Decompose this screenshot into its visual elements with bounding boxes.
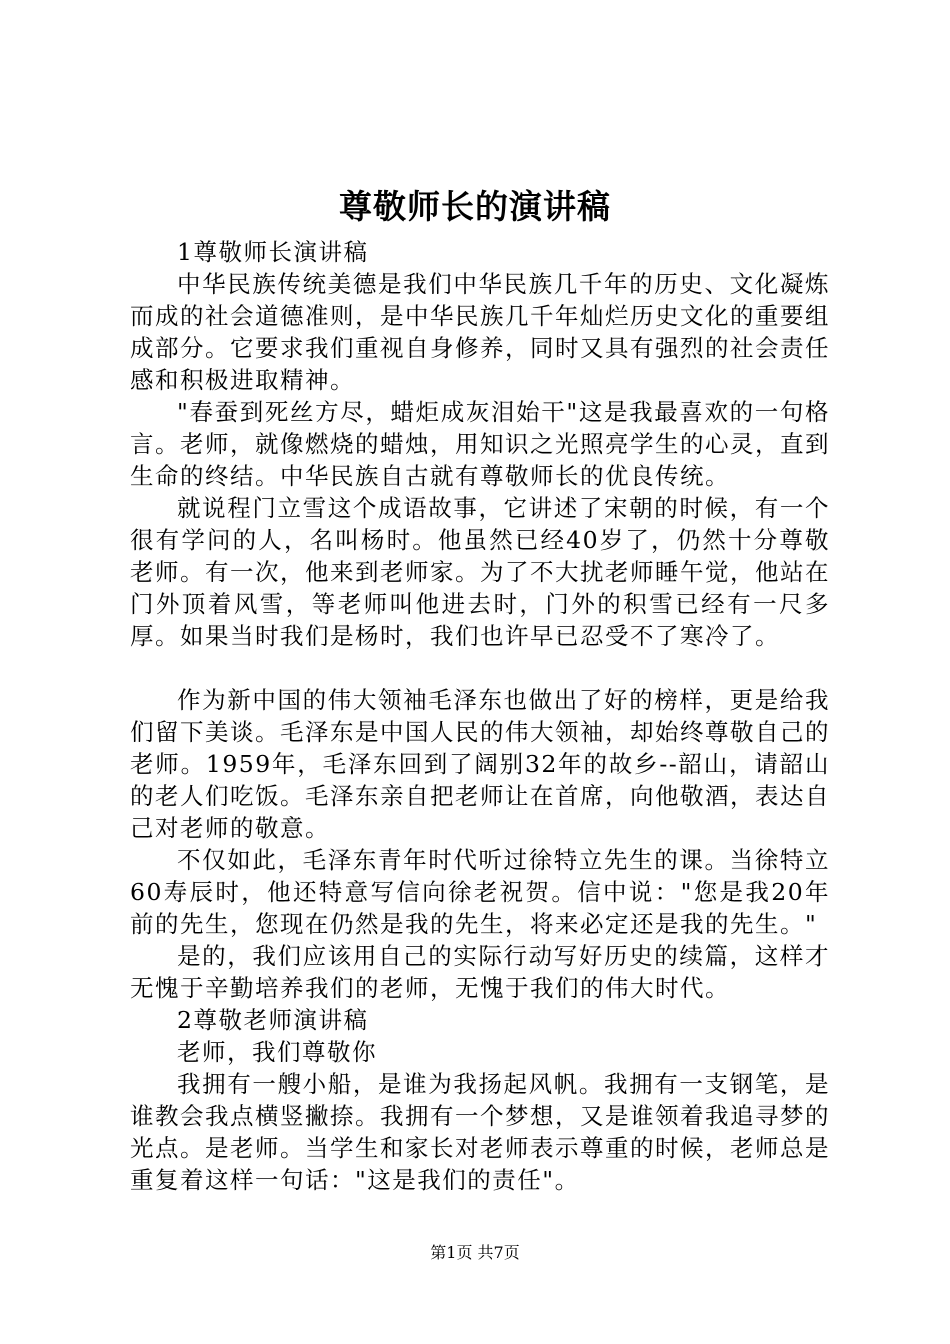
paragraph: 不仅如此，毛泽东青年时代听过徐特立先生的课。当徐特立60寿辰时，他还特意写信向徐老祝贺。信中说："您是我20年前的先生，您现在仍然是我的先生，将来必定还是我的先生。"	[130, 846, 830, 938]
paragraph: 我拥有一艘小船，是谁为我扬起风帆。我拥有一支钢笔，是谁教会我点横竖撇捺。我拥有一个梦想，又是谁领着我追寻梦的光点。是老师。当学生和家长对老师表示尊重的时候，老师总是重复着这样一句话："这是我们的责任"。	[130, 1070, 830, 1194]
paragraph: 就说程门立雪这个成语故事，它讲述了宋朝的时候，有一个很有学问的人，名叫杨时。他虽然已经40岁了，仍然十分尊敬老师。有一次，他来到老师家。为了不大扰老师睡午觉，他站在门外顶着风雪，等老师叫他进去时，门外的积雪已经有一尺多厚。如果当时我们是杨时，我们也许早已忍受不了寒冷了。	[130, 494, 830, 650]
subheading: 老师，我们尊敬你	[177, 1038, 377, 1066]
paragraph: 中华民族传统美德是我们中华民族几千年的历史、文化凝炼而成的社会道德准则，是中华民族几千年灿烂历史文化的重要组成部分。它要求我们重视自身修养，同时又具有强烈的社会责任感和积极进取精神。	[130, 270, 830, 394]
page-number: 第1页 共7页	[430, 1243, 520, 1262]
paragraph: 是的，我们应该用自己的实际行动写好历史的续篇，这样才无愧于辛勤培养我们的老师，无愧于我们的伟大时代。	[130, 942, 830, 1002]
blank-line	[130, 652, 830, 684]
paragraph: 作为新中国的伟大领袖毛泽东也做出了好的榜样，更是给我们留下美谈。毛泽东是中国人民的伟大领袖，却始终尊敬自己的老师。1959年，毛泽东回到了阔别32年的故乡--韶山，请韶山的老人们吃饭。毛泽东亲自把老师让在首席，向他敬酒，表达自己对老师的敬意。	[130, 686, 830, 842]
paragraph: "春蚕到死丝方尽，蜡炬成灰泪始干"这是我最喜欢的一句格言。老师，就像燃烧的蜡烛，用知识之光照亮学生的心灵，直到生命的终结。中华民族自古就有尊敬师长的优良传统。	[130, 398, 830, 490]
document-body	[130, 236, 830, 1196]
section-heading-1: 1尊敬师长演讲稿	[177, 238, 369, 266]
document-title: 尊敬师长的演讲稿	[339, 187, 611, 226]
section-heading-2: 2尊敬老师演讲稿	[177, 1006, 369, 1034]
